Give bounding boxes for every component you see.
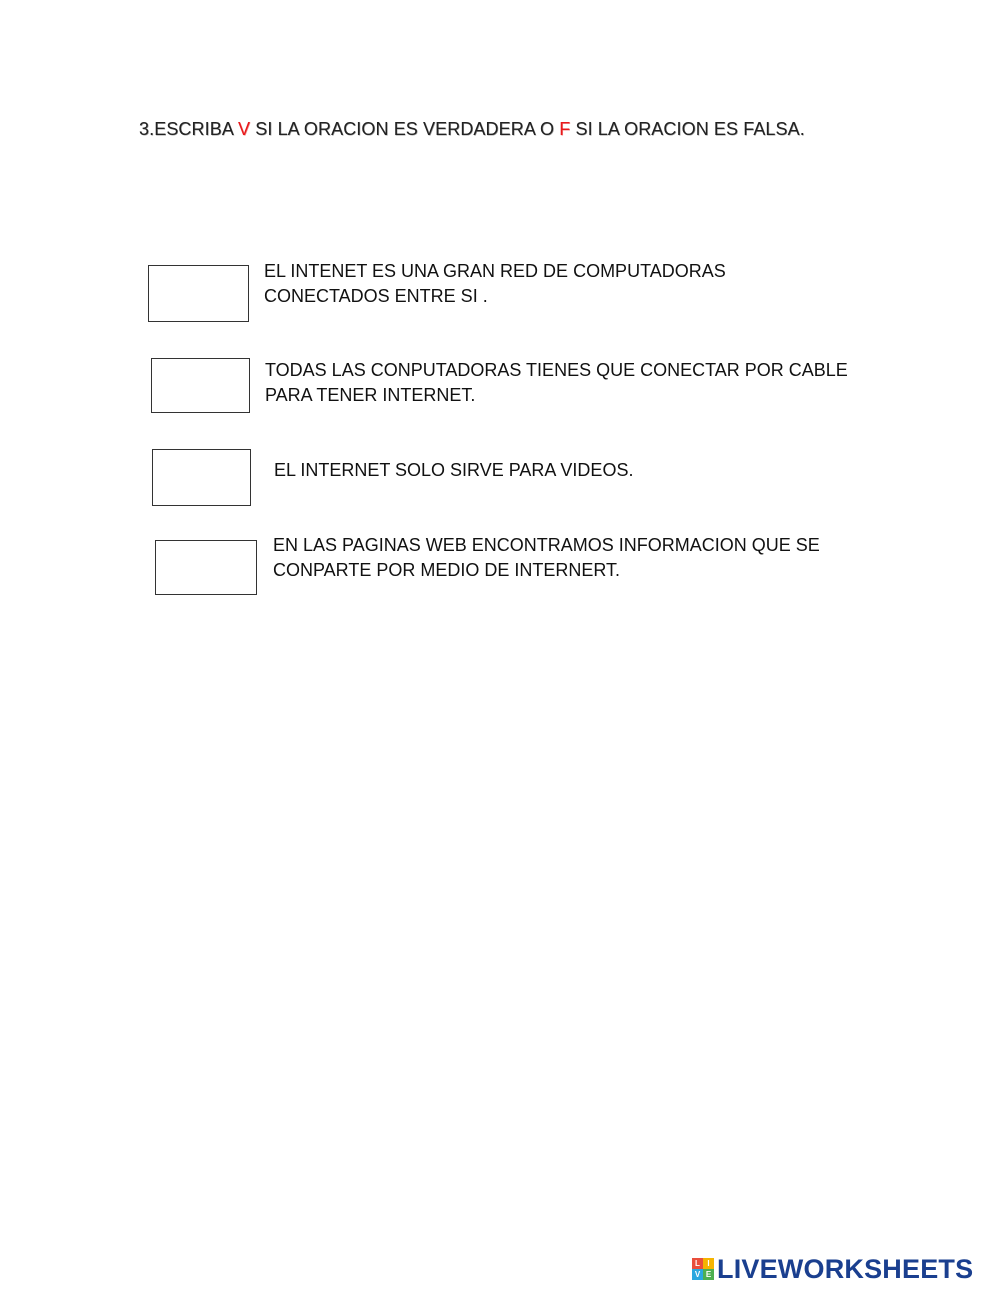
liveworksheets-logo (692, 1254, 973, 1284)
logo-mark-icon: L I V E (692, 1258, 714, 1280)
statement-2: TODAS LAS CONPUTADORAS TIENES QUE CONECTAR POR CABLE PARA TENER INTERNET. (265, 360, 848, 405)
answer-box-4[interactable] (155, 540, 257, 595)
logo-text: LIVEWORKSHEETS (717, 1253, 974, 1284)
answer-box-3[interactable] (152, 449, 251, 506)
instruction-suffix: SI LA ORACION ES FALSA. (570, 119, 805, 139)
answer-box-1[interactable] (148, 265, 249, 322)
statement-3: EL INTERNET SOLO SIRVE PARA VIDEOS. (274, 460, 634, 480)
instruction-prefix: 3.ESCRIBA (139, 119, 239, 139)
false-letter: F (559, 119, 571, 139)
statement-1: EL INTENET ES UNA GRAN RED DE COMPUTADORAS CONECTADOS ENTRE SI . (264, 261, 726, 306)
instruction-heading (139, 115, 839, 143)
true-letter: V (238, 119, 251, 139)
statement-4: EN LAS PAGINAS WEB ENCONTRAMOS INFORMACION QUE SE CONPARTE POR MEDIO DE INTERNERT. (273, 535, 820, 580)
answer-box-2[interactable] (151, 358, 250, 413)
instruction-middle: SI LA ORACION ES VERDADERA O (250, 119, 560, 139)
